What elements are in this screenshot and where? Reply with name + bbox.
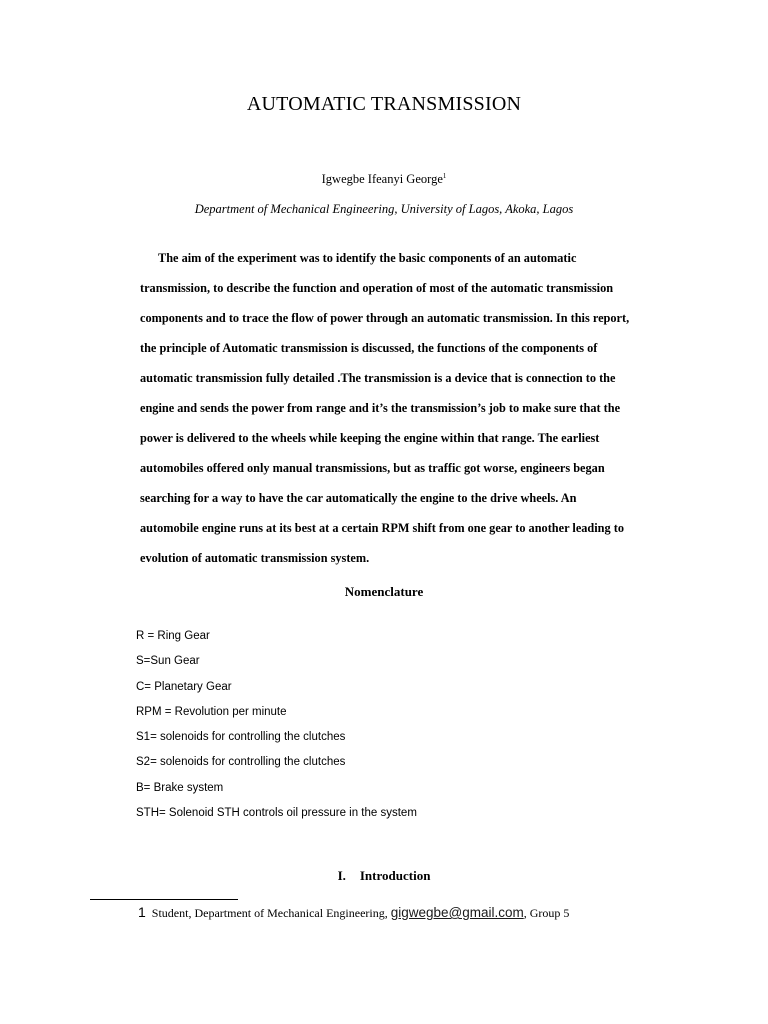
abstract — [140, 243, 630, 573]
footnote-number: 1 — [138, 904, 146, 920]
author-footnote-mark: 1 — [442, 172, 447, 180]
section-number: I. — [337, 868, 346, 883]
nomenclature-item: R = Ring Gear — [136, 630, 210, 642]
nomenclature-item: S1= solenoids for controlling the clutches — [136, 731, 346, 744]
abstract-text: The aim of the experiment was to identify the basic components of an automatic transmission, to describe the function and operation of most of the automatic transmission components and to trace the flow of power through an automatic transmission. In this report, the principle of Automatic transmission is discussed, the functions of the components of automatic transmission fully detailed .The transmission is a device that is connection to the engine and sends the power from range and it’s the transmission’s job to make sure that the power is delivered to the wheels while keeping the engine within that range. The earliest automobiles offered only manual transmissions, but as traffic got worse, engineers began searching for a way to have the car automatically the engine to the drive wheels. An automobile engine runs at its best at a certain RPM shift from one gear to another leading to evolution of automatic transmission system. — [140, 251, 630, 565]
footnote-text: Student, Department of Mechanical Engineering, — [148, 906, 391, 920]
section-heading-introduction — [0, 868, 768, 884]
author-line — [0, 172, 768, 187]
nomenclature-item: S2= solenoids for controlling the clutches — [136, 756, 346, 769]
nomenclature-heading: Nomenclature — [344, 584, 424, 599]
section-title: Introduction — [359, 868, 431, 883]
nomenclature-list — [136, 626, 417, 828]
nomenclature-item: C= Planetary Gear — [136, 680, 232, 693]
nomenclature-item: STH= Solenoid STH controls oil pressure in the system — [136, 807, 417, 820]
author-affiliation: Department of Mechanical Engineering, University of Lagos, Akoka, Lagos — [194, 202, 574, 216]
nomenclature-item: RPM = Revolution per minute — [136, 705, 287, 718]
author-name: Igwegbe Ifeanyi George — [321, 172, 443, 187]
footnote — [138, 904, 569, 921]
paper-title: AUTOMATIC TRANSMISSION — [246, 93, 522, 115]
nomenclature-item: B= Brake system — [136, 781, 224, 794]
footnote-suffix: , Group 5 — [523, 906, 570, 920]
nomenclature-item: S=Sun Gear — [136, 655, 200, 668]
footnote-divider — [90, 899, 238, 900]
email-link[interactable]: gigwegbe@gmail.com — [390, 905, 524, 920]
